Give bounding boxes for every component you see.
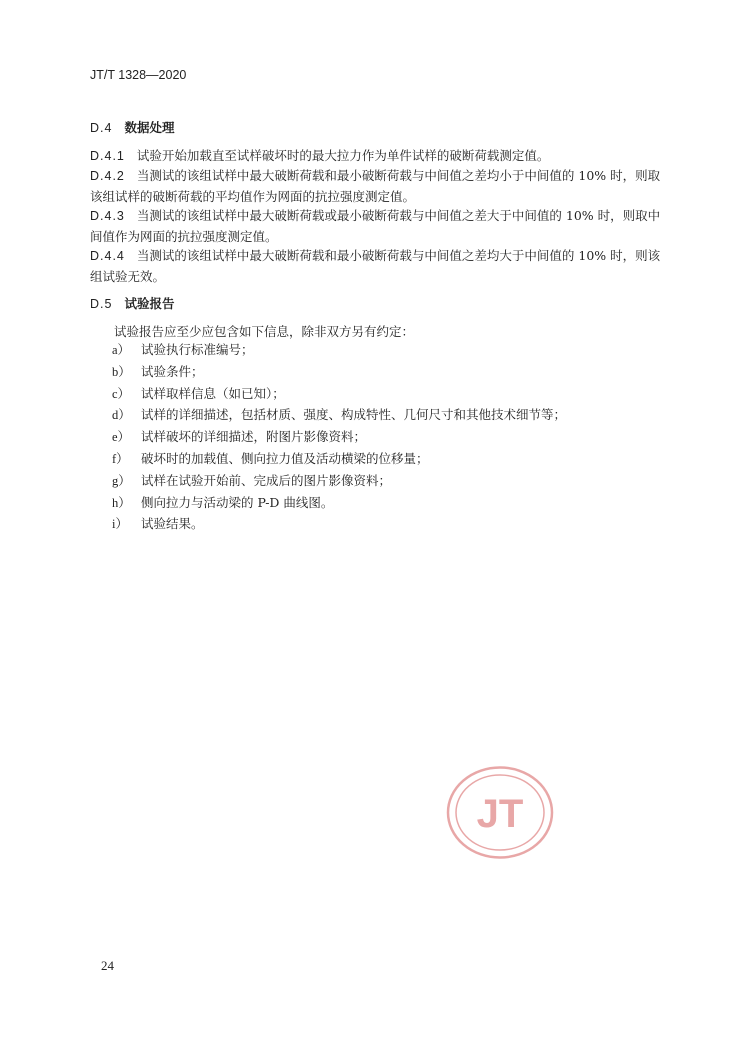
list-marker: b） xyxy=(112,364,131,379)
list-item xyxy=(112,427,566,449)
list-marker: h） xyxy=(112,495,131,510)
clause-text: 当测试的该组试样中最大破断荷载和最小破断荷载与中间值之差均大于中间值的 10% 时，则该组试验无效。 xyxy=(90,248,661,284)
clause-d4-4 xyxy=(90,246,662,287)
list-marker: e） xyxy=(112,430,131,445)
list-text: 试样在试验开始前、完成后的图片影像资料； xyxy=(141,472,392,488)
list-item xyxy=(112,405,566,427)
list-text: 侧向拉力与活动梁的 P-D 曲线图。 xyxy=(141,494,334,510)
section-d4-title xyxy=(90,118,174,136)
clause-text: 当测试的该组试样中最大破断荷载或最小破断荷载与中间值之差大于中间值的 10% 时，则取中间值作为网面的抗拉强度测定值。 xyxy=(90,208,661,244)
clause-text: 当测试的该组试样中最大破断荷载和最小破断荷载与中间值之差均小于中间值的 10% 时，则取该组试样的破断荷载的平均值作为网面的抗拉强度测定值。 xyxy=(90,168,661,204)
clause-d4-2 xyxy=(90,166,662,207)
list-text: 破坏时的加载值、侧向拉力值及活动横梁的位移量； xyxy=(141,450,429,466)
clause-d4-1 xyxy=(90,146,662,167)
section-number: D.4 xyxy=(90,121,113,135)
list-item xyxy=(112,340,566,362)
section-d5-title xyxy=(90,294,174,312)
report-intro: 试验报告应至少应包含如下信息，除非双方另有约定： xyxy=(114,324,415,339)
report-items-list xyxy=(112,340,566,536)
list-item xyxy=(112,384,566,406)
list-marker: i） xyxy=(112,517,128,532)
document-code-header: JT/T 1328—2020 xyxy=(90,68,187,82)
list-text: 试样的详细描述，包括材质、强度、构成特性、几何尺寸和其他技术细节等； xyxy=(141,407,567,423)
list-item xyxy=(112,449,566,471)
section-heading: 数据处理 xyxy=(124,121,175,135)
list-marker: g） xyxy=(112,473,131,488)
clause-number: D.4.1 xyxy=(90,149,125,163)
list-text: 试验条件； xyxy=(141,363,204,379)
list-item xyxy=(112,493,566,515)
list-text: 试样破坏的详细描述，附图片影像资料； xyxy=(141,429,367,445)
clause-number: D.4.2 xyxy=(90,169,125,183)
list-marker: a） xyxy=(112,343,131,357)
jt-watermark-stamp xyxy=(445,765,555,860)
list-item xyxy=(112,471,566,493)
list-text: 试验结果。 xyxy=(141,516,204,532)
list-marker: f） xyxy=(112,451,129,466)
clause-number: D.4.4 xyxy=(90,249,125,263)
clause-number: D.4.3 xyxy=(90,209,125,223)
clause-d4-3 xyxy=(90,206,662,247)
list-text: 试验执行标准编号； xyxy=(141,342,254,357)
list-text: 试样取样信息（如已知）； xyxy=(141,385,285,401)
list-marker: d） xyxy=(112,408,131,423)
page-number: 24 xyxy=(101,958,114,973)
list-item xyxy=(112,514,566,536)
section-number: D.5 xyxy=(90,297,113,311)
list-item xyxy=(112,362,566,384)
list-marker: c） xyxy=(112,386,131,401)
stamp-text: JT xyxy=(476,792,524,836)
clause-text: 试验开始加载直至试样破坏时的最大拉力作为单件试样的破断荷载测定值。 xyxy=(136,148,550,163)
section-heading: 试验报告 xyxy=(124,297,175,311)
